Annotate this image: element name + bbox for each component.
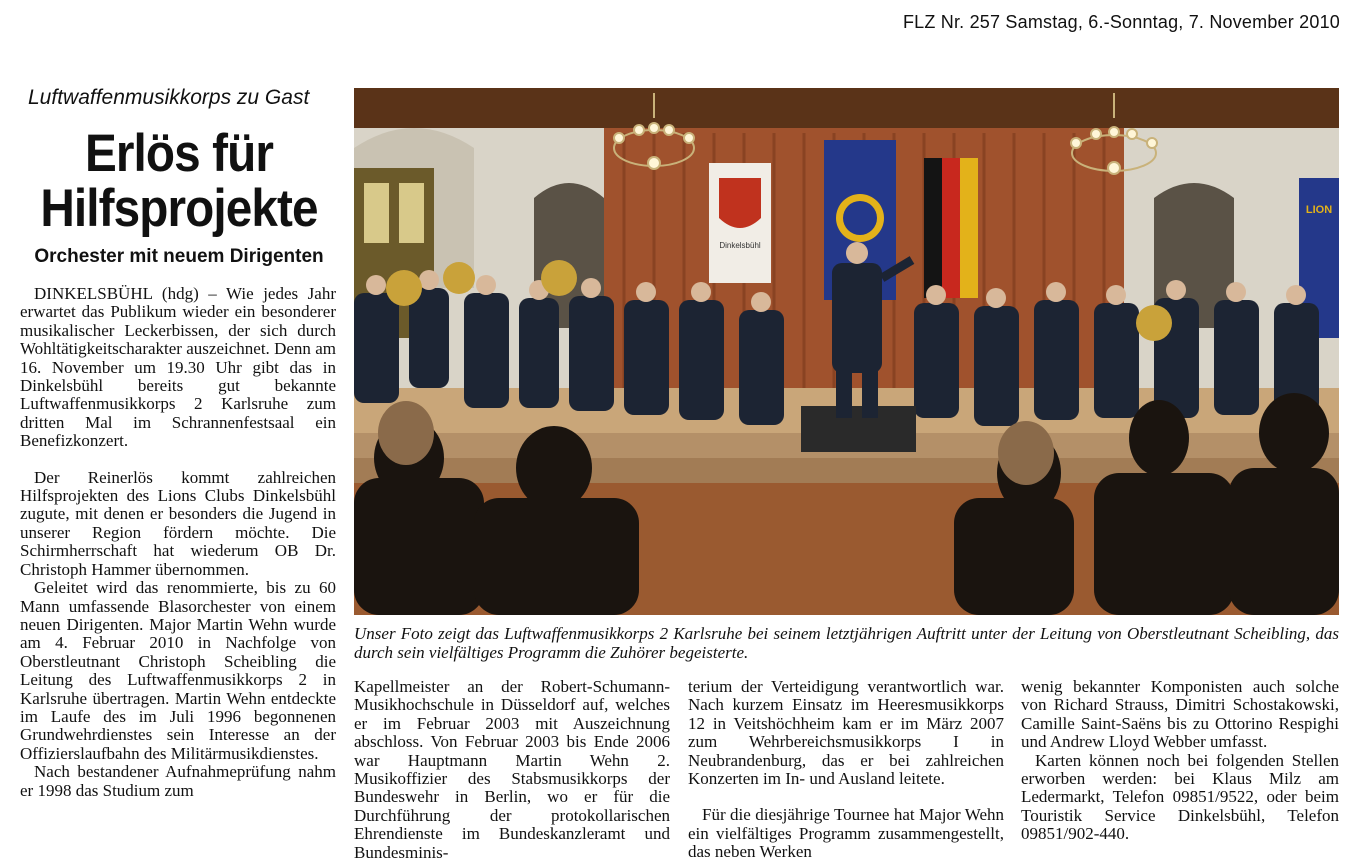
concert-photo-illustration — [354, 88, 1339, 615]
photo-caption: Unser Foto zeigt das Luftwaffenmusikkorps 2 Karlsruhe bei seinem letztjährigen Auftritt unter der Leitung von Oberstleutnant Scheibling, das durch sein vielfältiges Programm die Zuhörer begeisterte. — [354, 624, 1339, 662]
article-subhead: Orchester mit neuem Dirigenten — [34, 246, 324, 267]
paragraph: Nach bestandener Aufnahmeprüfung nahm er 1998 das Studium zum — [20, 762, 336, 800]
concert-photo — [354, 88, 1339, 615]
headline-line-2: Hilfsprojekte — [40, 179, 318, 238]
paragraph: Der Reinerlös kommt zahlreichen Hilfsprojekten des Lions Clubs Dinkelsbühl zugute, mit denen er besonders die Jugend in unserer Region fördern möchte. Die Schirmherrschaft hat wiederum OB Dr. Christoph Hammer übernommen. — [20, 467, 336, 579]
masthead: FLZ Nr. 257 Samstag, 6.-Sonntag, 7. November 2010 — [902, 12, 1340, 32]
paragraph: Geleitet wird das renommierte, bis zu 60 Mann umfassende Blasorchester von einem neuen Dirigenten. Major Martin Wehn wurde am 4. Februar 2010 in Nachfolge von Oberstleutnant Christoph Scheibling die Leitung des Luftwaffenmusikkorps 2 in Karlsruhe übertragen. Martin Wehn entdeckte im Laufe des im Juli 1996 begonnenen Grundwehrdienstes sein Interesse an der Offizierslaufbahn des Militärmusikdienstes. — [20, 578, 336, 763]
text-column-3 — [688, 678, 1004, 862]
text-column-4 — [1021, 678, 1339, 844]
paragraph: Für die diesjährige Tournee hat Major Wehn ein vielfältiges Programm zusammengestellt, das neben Werken — [688, 805, 1004, 862]
paragraph: Kapellmeister an der Robert-Schumann-Musikhochschule in Düsseldorf auf, welches er im Februar 2003 mit Auszeichnung abschloss. Von Februar 2003 bis Ende 2006 war Hauptmann Martin Wehn 2. Musikoffizier des Stabsmusikkorps der Bundeswehr in Berlin, wo er für die Durchführung der protokollarischen Ehrendienste im Bundeskanzleramt und Bundesminis- — [354, 677, 670, 862]
article-headline — [31, 126, 328, 236]
paragraph: DINKELSBÜHL (hdg) – Wie jedes Jahr erwartet das Publikum wieder ein besonderer musikalischer Leckerbissen, der sich durch Wohltätigkeitscharakter auszeichnet. Denn am 16. November um 19.30 Uhr gibt das in Dinkelsbühl bereits gut bekannte Luftwaffenmusikkorps 2 Karlsruhe zum dritten Mal im Schrannenfestsaal ein Benefizkonzert. — [20, 284, 336, 451]
banner-right-label: LION — [1305, 204, 1333, 216]
article-kicker: Luftwaffenmusikkorps zu Gast — [28, 86, 310, 109]
text-column-2 — [354, 678, 670, 862]
banner-left-label: Dinkelsbühl — [719, 241, 761, 250]
paragraph: wenig bekannter Komponisten auch solche von Richard Strauss, Dimitri Schostakowski, Camille Saint-Saëns bis zu Ottorino Respighi und Andrew Lloyd Webber umfasst. — [1021, 677, 1339, 752]
headline-line-1: Erlös für — [84, 124, 274, 183]
paragraph: terium der Verteidigung verantwortlich war. Nach kurzem Einsatz im Heeresmusikkorps 12 in Veitshöchheim kam er im März 2007 zum Wehrbereichsmusikkorps I in Neubrandenburg, das er bei zahlreichen Konzerten im In- und Ausland leitete. — [688, 677, 1004, 789]
text-column-1 — [20, 285, 336, 800]
paragraph: Karten können noch bei folgenden Stellen erworben werden: bei Klaus Milz am Ledermarkt, Telefon 09851/9522, oder beim Touristik Service Dinkelsbühl, Telefon 09851/902-440. — [1021, 750, 1339, 844]
